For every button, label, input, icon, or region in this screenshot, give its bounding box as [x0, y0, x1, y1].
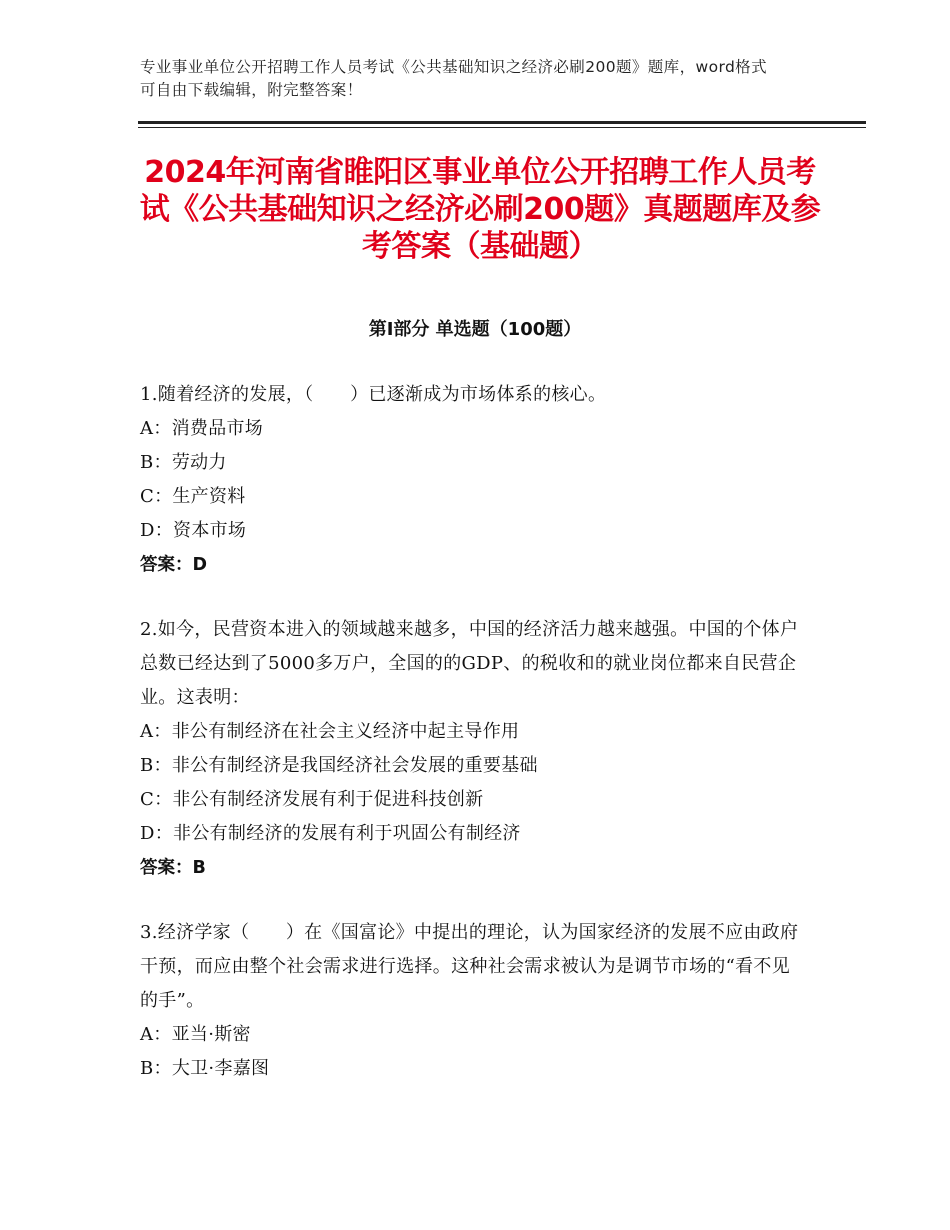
option-c: C：非公有制经济发展有利于促进科技创新 — [140, 789, 484, 810]
document-title: 2024年河南省睢阳区事业单位公开招聘工作人员考试《公共基础知识之经济必刷200题》真题题库及参考答案（基础题） — [139, 155, 821, 264]
answer: 答案：B — [140, 858, 206, 878]
header-note: 专业事业单位公开招聘工作人员考试《公共基础知识之经济必刷200题》题库，word格式可自由下载编辑，附完整答案！ — [140, 58, 767, 99]
question-text: 2.如今，民营资本进入的领域越来越多，中国的经济活力越来越强。中国的个体户总数已经达到了5000多万户，全国的的GDP、的税收和的就业岗位都来自民营企业。这表明： — [140, 619, 799, 708]
question-1 — [140, 378, 800, 582]
header-divider-thin — [138, 127, 866, 128]
option-d: D：非公有制经济的发展有利于巩固公有制经济 — [140, 823, 521, 844]
question-text: 3.经济学家（ ）在《国富论》中提出的理论，认为国家经济的发展不应由政府干预，而应由整个社会需求进行选择。这种社会需求被认为是调节市场的“看不见的手”。 — [140, 922, 799, 1011]
option-d: D：资本市场 — [140, 520, 247, 541]
option-b: B：劳动力 — [140, 452, 227, 473]
option-b: B：非公有制经济是我国经济社会发展的重要基础 — [140, 755, 538, 776]
header-divider-thick — [138, 121, 866, 124]
section-heading: 第Ⅰ部分 单选题（100题） — [368, 319, 582, 340]
answer: 答案：D — [140, 555, 208, 575]
option-a: A：亚当·斯密 — [140, 1024, 251, 1045]
question-3 — [140, 916, 800, 1086]
question-list — [140, 378, 800, 1117]
question-text: 1.随着经济的发展，（ ）已逐渐成为市场体系的核心。 — [140, 384, 607, 405]
option-c: C：生产资料 — [140, 486, 246, 507]
question-2 — [140, 613, 800, 885]
option-b: B：大卫·李嘉图 — [140, 1058, 270, 1079]
option-a: A：非公有制经济在社会主义经济中起主导作用 — [140, 721, 520, 742]
option-a: A：消费品市场 — [140, 418, 264, 439]
